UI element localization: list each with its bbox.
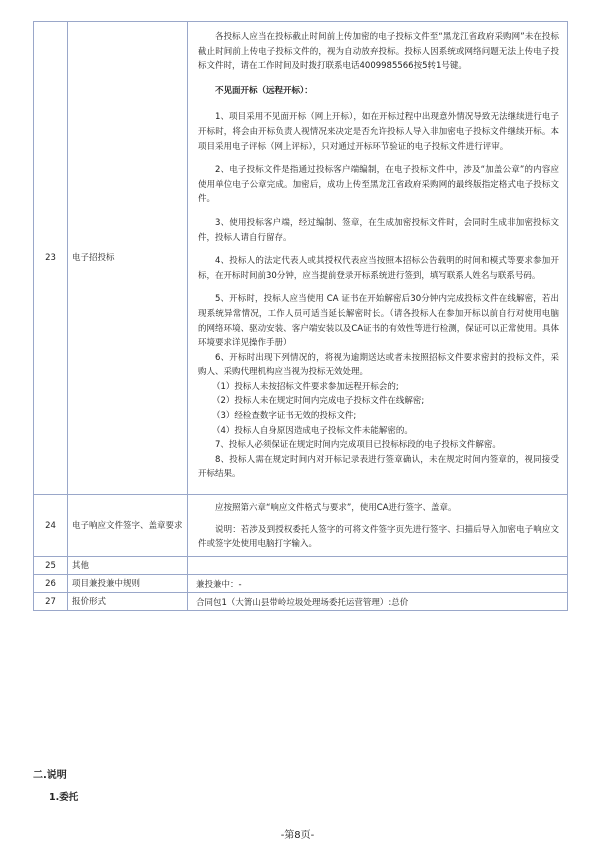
table-row-24 (34, 495, 568, 557)
subheading: 不见面开标（远程开标）： (215, 85, 313, 96)
paragraph: 6、开标时出现下列情况的，将视为逾期送达或者未按照招标文件要求密封的投标文件，采购人、采购代理机构应当视为投标无效处理。 (198, 352, 559, 378)
table-row-27 (34, 593, 568, 611)
paragraph: 应按照第六章“响应文件格式与要求”，使用CA进行签字、盖章。 (215, 502, 457, 513)
table-row-23 (34, 22, 568, 495)
row-name: 电子响应文件签字、盖章要求 (68, 495, 188, 557)
row-number: 23 (34, 22, 68, 495)
list-item: （4）投标人自身原因造成电子投标文件未能解密的。 (212, 425, 413, 436)
row-number: 27 (34, 593, 68, 611)
list-item: （1）投标人未按招标文件要求参加远程开标会的; (212, 381, 399, 392)
row-number: 24 (34, 495, 68, 557)
paragraph: 4、投标人的法定代表人或其授权代表应当按照本招标公告载明的时间和模式等要求参加开标，在开标时间前30分钟，应当提前登录开标系统进行签到，填写联系人姓名与联系号码。 (198, 256, 559, 281)
table-row-25 (34, 557, 568, 575)
page-number: -第8页- (280, 830, 315, 841)
list-item: （2）投标人未在规定时间内完成电子投标文件在线解密; (212, 396, 425, 407)
paragraph: 1、项目采用不见面开标（网上开标），如在开标过程中出现意外情况导致无法继续进行电子开标时，将会由开标负责人视情况来决定是否允许投标人导入非加密电子投标文件继续开标。本项目采用电子评标（网上评标），只对通过开标环节验证的电子投标文件进行评审。 (198, 112, 559, 152)
row-name: 电子招投标 (68, 22, 188, 495)
paragraph: 8、投标人需在规定时间内对开标记录表进行签章确认，未在规定时间内签章的，视同接受开标结果。 (198, 454, 559, 480)
list-item: （3）经检查数字证书无效的投标文件; (212, 411, 357, 422)
row-content (188, 22, 568, 495)
row-number: 25 (34, 557, 68, 575)
row-name: 报价形式 (68, 593, 188, 611)
section-subtitle: 1.委托 (49, 792, 79, 803)
paragraph: 5、开标时，投标人应当使用 CA 证书在开始解密后30分钟内完成投标文件在线解密，若出现系统异常情况，工作人员可适当延长解密时长。（请各投标人在参加开标以前自行对使用电脑的网络环境、驱动安装、客户端安装以及CA证书的有效性等进行检测，保证可以正常使用。具体环境要求详见操作手册） (198, 294, 559, 349)
row-content: 合同包1（大箐山县带岭垃圾处理场委托运营管理）:总价 (188, 593, 568, 611)
bid-data-table (33, 21, 568, 611)
table-row-26 (34, 575, 568, 593)
row-name: 其他 (68, 557, 188, 575)
row-name: 项目兼投兼中规则 (68, 575, 188, 593)
row-number: 26 (34, 575, 68, 593)
row-content (188, 557, 568, 575)
paragraph: 说明：若涉及到授权委托人签字的可将文件签字页先进行签字、扫描后导入加密电子响应文件或签字处使用电脑打字输入。 (198, 524, 559, 549)
section-title: 二.说明 (33, 770, 67, 781)
paragraph: 各投标人应当在投标截止时间前上传加密的电子投标文件至“黑龙江省政府采购网”未在投标截止时间前上传电子投标文件的，视为自动放弃投标。投标人因系统或网络问题无法上传电子投标文件时，请在工作时间及时拨打联系电话4009985566按5转1号键。 (198, 32, 559, 72)
paragraph: 3、使用投标客户端，经过编制、签章，在生成加密投标文件时，会同时生成非加密投标文件，投标人请自行留存。 (198, 217, 559, 243)
row-content: 兼投兼中：- (188, 575, 568, 593)
row-content (188, 495, 568, 557)
paragraph: 7、投标人必须保证在规定时间内完成项目已投标标段的电子投标文件解密。 (215, 440, 501, 451)
paragraph: 2、电子投标文件是指通过投标客户端编制，在电子投标文件中，涉及“加盖公章”的内容应使用单位电子公章完成。加密后，成功上传至黑龙江省政府采购网的最终版指定格式电子投标文件。 (198, 165, 559, 205)
